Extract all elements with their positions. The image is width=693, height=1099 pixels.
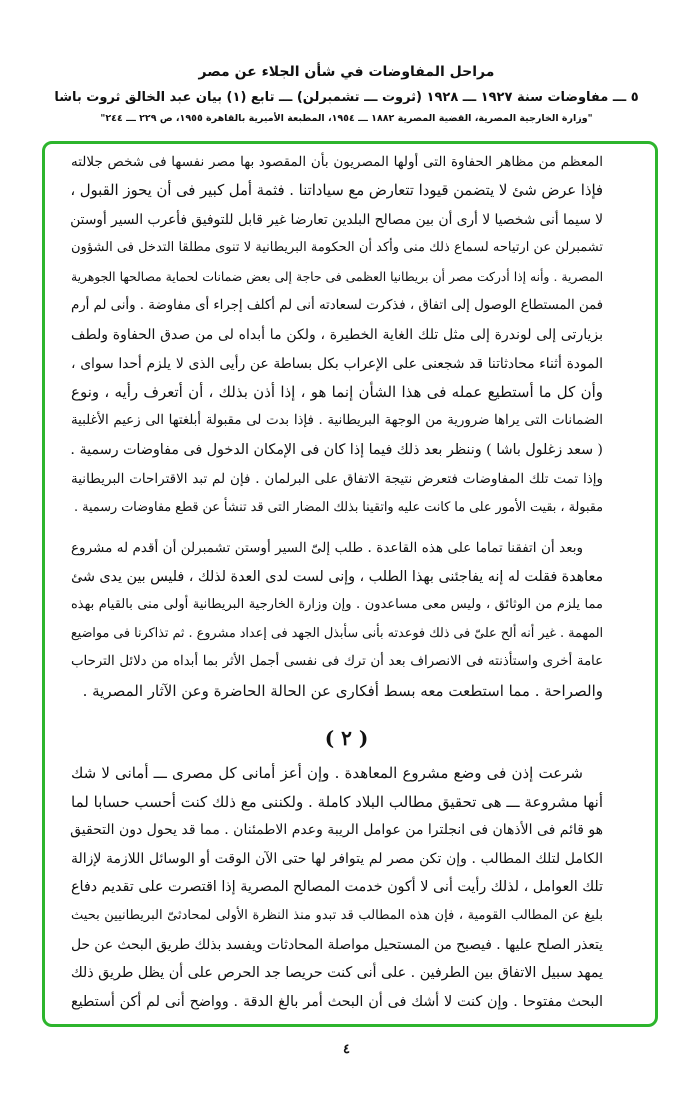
text-line: عامة أخرى واستأذنته فى الانصراف بعد أن ترك فى نفسى أجمل الأثر بما أبداه من دلائل الترحاب [71, 654, 603, 670]
text-line: وبعد أن اتفقنا تماما على هذه القاعدة . طلب إلىّ السير أوستن تشمبرلن أن أقدم له مشروع [71, 540, 583, 556]
text-line: فمن المستطاع الوصول إلى اتفاق ، فذكرت لسعادته أنى لم أكلف إجراء أى مفاوضة . وأنى لم أرم [71, 298, 603, 313]
section-number: ( ٢ ) [324, 726, 369, 750]
text-line: وإذا تمت تلك المفاوضات فتعرض نتيجة الاتفاق على البرلمان . فإن لم تبد الاقتراحات البريطانية [71, 470, 603, 487]
text-line: شرعت إذن فى وضع مشروع المعاهدة . وإن أعز أمانى كل مصرى ـــ أمانى لا شك [71, 764, 583, 782]
text-line: الضمانات التى يراها ضرورية من الوجهة البريطانية . فإذا بدت لى مقبولة أبلغتها الى زعيم الأغلبية [71, 413, 603, 429]
text-line: المعظم من مظاهر الحفاوة التى أولها المصريون بأن المقصود بها مصر نفسها فى شخص جلالته [71, 154, 603, 170]
text-line: بليغ عن المطالب القومية ، فإن هذه المطالب قد تبدو منذ النظرة الأولى لمحادثىّ البريطانيين بحيث [71, 908, 603, 923]
text-line: يتعذر الصلح عليها . فيصبح من المستحيل مواصلة المحادثات ويفسد بذلك طريق البحث عن حل [71, 936, 603, 953]
text-line: والصراحة . مما استطعت معه بسط أفكارى عن الحالة الحاضرة وعن الآثار المصرية . [82, 682, 603, 700]
text-line: تلك العوامل ، لذلك رأيت أنى لا أكون خدمت المصالح المصرية إذا اقتصرت على تقديم دفاع [71, 879, 603, 896]
text-line: تشمبرلن عن ارتياحه لسماع ذلك منى وأكد أن الحكومة البريطانية لا تنوى مطلقا التدخل فى الشؤون [71, 240, 603, 256]
text-line: البحث مفتوحا . وإن كنت لا أشك فى أن البحث أمر بالغ الدقة . وواضح أنى لم أكن أستطيع [71, 993, 603, 1010]
text-line: ( سعد زغلول باشا ) وننظر بعد ذلك فيما إذا كان فى الإمكان الدخول فى مفاوضات رسمية . [70, 442, 603, 458]
text-line: بزيارتى إلى لوندرة إلى مثل تلك الغاية الخطيرة ، ولكن ما أبداه لى من صدق الحفاوة ولطف [71, 326, 603, 343]
text-line: معاهدة فقلت له إنه يفاجئنى بهذا الطلب ، وإنى لست لدى العدة لذلك ، فليس بين يدى شئ [71, 568, 603, 585]
text-line: فإذا عرض شئ لا يتضمن قيودا تتعارض مع سياداتنا . فثمة أمل كبير فى أن يحوز القبول ، [70, 181, 603, 199]
text-line: لا سيما أنى شخصيا لا أرى أن بين مصالح البلدين تعارضا غير قابل للتوفيق فأعرب السير أوستن [70, 211, 603, 228]
text-line: أنها مشروعة ـــ هى تحقيق مطالب البلاد كاملة . ولكننى مع ذلك كنت أحسب حسابا لما [71, 792, 603, 811]
text-line: المصرية . وأنه إذا أدركت مصر أن بريطانيا العظمى فى حاجة إلى بعض ضمانات لحماية مصالحها الجوهرية [71, 270, 603, 285]
text-line: مقبولة ، بقيت الأمور على ما كانت عليه واتقينا بذلك المضار التى قد تنشأ عن قطع مفاوضات رسمية . [74, 499, 603, 515]
section-subtitle: ٥ ـــ مفاوضات سنة ١٩٢٧ ـــ ١٩٢٨ (ثروت ـــ تشمبرلن) ـــ تابع (١) بيان عبد الخالق ثروت باشا [54, 90, 639, 105]
text-line: الكامل لتلك المطالب . وإن تكن مصر لم يتوافر لها حتى الآن الوقت أو الوسائل اللازمة لإزالة [71, 850, 603, 867]
source-citation: "وزارة الخارجية المصرية، القضية المصرية ١٨٨٢ ـــ ١٩٥٤، المطبعة الأميرية بالقاهرة ١٩٥٥، ص ٢٢٩ ـــ ٢٤٤" [100, 113, 593, 124]
page-title: مراحل المفاوضات في شأن الجلاء عن مصر [198, 64, 495, 80]
text-line: المهمة . غير أنه ألح علىّ فى ذلك فوعدته بأنى سأبذل الجهد فى إعداد مشروع . ثم تذاكرنا فى مواضيع [70, 625, 603, 641]
text-line: وأن كل ما أستطيع عمله فى هذا الشأن إنما هو ، إذا أذن بذلك ، أن أتعرف رأيه ، ونوع [71, 383, 603, 402]
text-line: مما يلزم من الوثائق ، وليس معى مساعدون . وإن وزارة الخارجية البريطانية أولى منى بالقيام بهذه [71, 597, 603, 613]
text-line: يمهد سبيل الاتفاق بين الطرفين . على أنى كنت حريصا جد الحرص على أن يظل طريق ذلك [70, 965, 603, 982]
text-line: هو قائم فى الأذهان فى انجلترا من عوامل الريبة وعدم الاطمئنان . مما قد يحول دون التحقيق [70, 822, 603, 839]
page-number: ٤ [343, 1042, 350, 1057]
text-line: المودة أثناء محادثاتنا قد شجعنى على الإعراب بكل بساطة عن رأيى الذى لا يلزم أحدا سواى ، [71, 355, 603, 372]
